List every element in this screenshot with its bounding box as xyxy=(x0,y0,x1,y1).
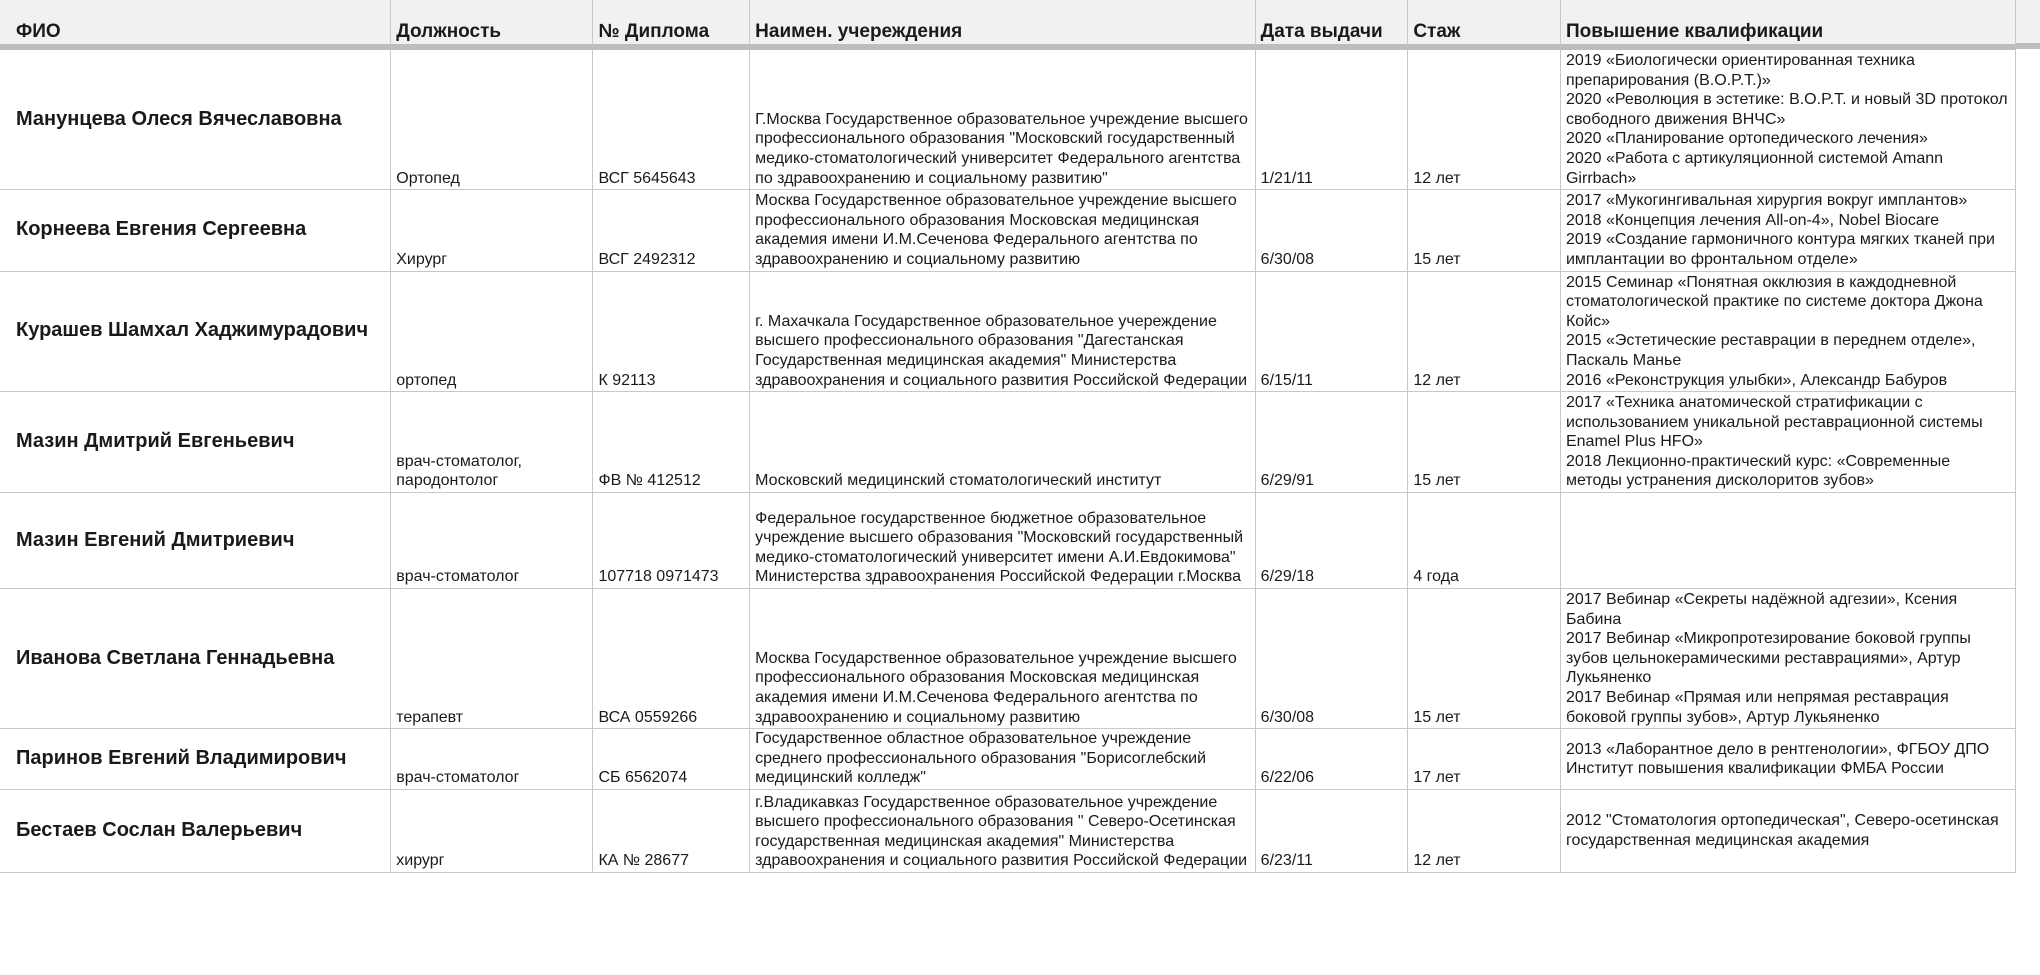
cell-diploma[interactable]: 107718 0971473 xyxy=(593,493,750,589)
cell-institution[interactable]: Москва Государственное образовательное учреждение высшего профессионального образования Московская медицинская академия имени И.М.Сеченова Федерального агентства по здравоохранению и социальному развитию xyxy=(750,589,1256,729)
qualification-entry: 2020 «Работа с артикуляционной системой Amann Girrbach» xyxy=(1565,149,1944,187)
cell-position[interactable]: терапевт xyxy=(391,589,593,729)
qualification-entry: 2017 Вебинар «Прямая или непрямая реставрация боковой группы зубов», Артур Лукьяненко xyxy=(1565,689,1949,726)
cell-name[interactable]: Курашев Шамхал Хаджимурадович xyxy=(0,271,391,392)
cell-date[interactable]: 6/22/06 xyxy=(1255,729,1408,790)
cell-experience[interactable]: 15 лет xyxy=(1408,190,1561,271)
cell-name[interactable]: Иванова Светлана Геннадьевна xyxy=(0,589,391,729)
cell-experience[interactable]: 4 года xyxy=(1408,493,1561,589)
cell-experience[interactable]: 12 лет xyxy=(1408,790,1561,873)
cell-diploma[interactable]: К 92113 xyxy=(593,271,750,392)
cell-qualification[interactable] xyxy=(1560,392,2015,493)
table-row xyxy=(0,493,2016,589)
qualification-entry: 2017 Вебинар «Микропротезирование боковой группы зубов цельнокерамическими реставрациями», Артур Лукьяненко xyxy=(1565,630,1971,687)
cell-position[interactable]: врач-стоматолог xyxy=(391,493,593,589)
cell-experience[interactable]: 12 лет xyxy=(1408,271,1561,392)
cell-date[interactable]: 1/21/11 xyxy=(1255,47,1408,190)
cell-name[interactable]: Манунцева Олеся Вячеславовна xyxy=(0,47,391,190)
table-row xyxy=(0,47,2016,190)
cell-date[interactable]: 6/15/11 xyxy=(1255,271,1408,392)
cell-institution[interactable]: Московский медицинский стоматологический институт xyxy=(750,392,1256,493)
cell-institution[interactable]: г.Владикавказ Государственное образовательное учреждение высшего профессионального образования " Северо-Осетинская государственная медицинская академия" Министерства здравоохранения и социального развития Российской Федерации xyxy=(750,790,1256,873)
cell-diploma[interactable]: ВСА 0559266 xyxy=(593,589,750,729)
cell-date[interactable]: 6/23/11 xyxy=(1255,790,1408,873)
cell-institution[interactable]: Москва Государственное образовательное учреждение высшего профессионального образования Московская медицинская академия имени И.М.Сеченова Федерального агентства по здравоохранению и социальному развитию xyxy=(750,190,1256,271)
cell-name[interactable]: Мазин Дмитрий Евгеньевич xyxy=(0,392,391,493)
table-row xyxy=(0,271,2016,392)
cell-qualification[interactable] xyxy=(1560,47,2015,190)
table-row xyxy=(0,729,2016,790)
qualification-entry: 2013 «Лаборантное дело в рентгенологии», ФГБОУ ДПО Институт повышения квалификации ФМБА России xyxy=(1565,740,1990,778)
cell-date[interactable]: 6/29/91 xyxy=(1255,392,1408,493)
cell-name[interactable]: Паринов Евгений Владимирович xyxy=(0,729,391,790)
cell-institution[interactable]: Федеральное государственное бюджетное образовательное учреждение высшего образования "Московский государственный медико-стоматологический университет имени А.И.Евдокимова" Министерства здравоохранения Российской Федерации г.Москва xyxy=(750,493,1256,589)
header-position[interactable]: Должность xyxy=(391,0,593,47)
cell-diploma[interactable]: ФВ № 412512 xyxy=(593,392,750,493)
cell-institution[interactable]: Государственное областное образовательное учреждение среднего профессионального образования "Борисоглебский медицинский колледж" xyxy=(750,729,1256,790)
header-gutter xyxy=(2016,0,2040,49)
qualification-entry: 2017 Вебинар «Секреты надёжной адгезии», Ксения Бабина xyxy=(1565,591,1958,628)
header-fio[interactable]: ФИО xyxy=(0,0,391,47)
cell-institution[interactable]: Г.Москва Государственное образовательное учреждение высшего профессионального образования "Московский государственный медико-стоматологический университет Федерального агентства по здравоохранению и социальному развитию" xyxy=(750,47,1256,190)
cell-name[interactable]: Корнеева Евгения Сергеевна xyxy=(0,190,391,271)
cell-qualification[interactable] xyxy=(1560,790,2015,873)
cell-diploma[interactable]: ВСГ 2492312 xyxy=(593,190,750,271)
header-diploma[interactable]: № Диплома xyxy=(593,0,750,47)
cell-experience[interactable]: 15 лет xyxy=(1408,589,1561,729)
header-date[interactable]: Дата выдачи xyxy=(1255,0,1408,47)
table-row xyxy=(0,790,2016,873)
qualification-entry: 2015 «Эстетические реставрации в переднем отделе», Паскаль Манье xyxy=(1565,332,1976,369)
qualification-entry: 2015 Семинар «Понятная окклюзия в каждодневной стоматологической практике по системе доктора Джона Койс» xyxy=(1565,273,1983,330)
table-row xyxy=(0,392,2016,493)
cell-position[interactable]: Ортопед xyxy=(391,47,593,190)
qualification-entry: 2020 «Революция в эстетике: B.O.P.T. и новый 3D протокол свободного движения ВНЧС» xyxy=(1565,91,2008,128)
cell-name[interactable]: Мазин Евгений Дмитриевич xyxy=(0,493,391,589)
qualification-entry: 2018 «Концепция лечения All-on-4», Nobel Biocare xyxy=(1565,211,1939,229)
header-qualification[interactable]: Повышение квалификации xyxy=(1560,0,2015,47)
cell-position[interactable]: ортопед xyxy=(391,271,593,392)
qualification-entry: 2012 "Стоматология ортопедическая", Северо-осетинская государственная медицинская академия xyxy=(1565,812,1999,849)
qualification-entry: 2018 Лекционно-практический курс: «Современные методы устранения дисколоритов зубов» xyxy=(1565,452,1951,490)
table-row xyxy=(0,190,2016,271)
cell-diploma[interactable]: КА № 28677 xyxy=(593,790,750,873)
table-row xyxy=(0,589,2016,729)
cell-experience[interactable]: 12 лет xyxy=(1408,47,1561,190)
qualification-entry: 2017 «Мукогингивальная хирургия вокруг имплантов» xyxy=(1565,192,1968,210)
qualification-entry: 2020 «Планирование ортопедического лечения» xyxy=(1565,130,1928,148)
cell-position[interactable]: Хирург xyxy=(391,190,593,271)
cell-experience[interactable]: 15 лет xyxy=(1408,392,1561,493)
cell-name[interactable]: Бестаев Сослан Валерьевич xyxy=(0,790,391,873)
cell-date[interactable]: 6/29/18 xyxy=(1255,493,1408,589)
cell-qualification[interactable] xyxy=(1560,190,2015,271)
cell-position[interactable]: врач-стоматолог, пародонтолог xyxy=(391,392,593,493)
header-row xyxy=(0,0,2016,47)
cell-qualification[interactable] xyxy=(1560,589,2015,729)
cell-position[interactable]: врач-стоматолог xyxy=(391,729,593,790)
cell-date[interactable]: 6/30/08 xyxy=(1255,589,1408,729)
cell-position[interactable]: хирург xyxy=(391,790,593,873)
cell-date[interactable]: 6/30/08 xyxy=(1255,190,1408,271)
qualification-entry: 2016 «Реконструкция улыбки», Александр Бабуров xyxy=(1565,371,1948,389)
cell-qualification[interactable] xyxy=(1560,271,2015,392)
cell-qualification[interactable] xyxy=(1560,729,2015,790)
header-experience[interactable]: Стаж xyxy=(1408,0,1561,47)
cell-qualification[interactable] xyxy=(1560,493,2015,589)
cell-diploma[interactable]: СБ 6562074 xyxy=(593,729,750,790)
cell-diploma[interactable]: ВСГ 5645643 xyxy=(593,47,750,190)
qualification-entry: 2019 «Биологически ориентированная техника препарирования (B.O.P.T.)» xyxy=(1565,52,1915,89)
header-institution[interactable]: Наимен. учереждения xyxy=(750,0,1256,47)
qualification-entry: 2017 «Техника анатомической стратификации с использованием уникальной реставрационной системы Enamel Plus HFO» xyxy=(1565,394,1983,451)
cell-experience[interactable]: 17 лет xyxy=(1408,729,1561,790)
cell-institution[interactable]: г. Махачкала Государственное образовательное учереждение высшего профессионального образования "Дагестанская Государственная медицинская академия" Министерства здравоохранения и социального развития Российской Федерации xyxy=(750,271,1256,392)
qualification-entry: 2019 «Создание гармоничного контура мягких тканей при имплантации во фронтальном отделе» xyxy=(1565,231,1995,268)
